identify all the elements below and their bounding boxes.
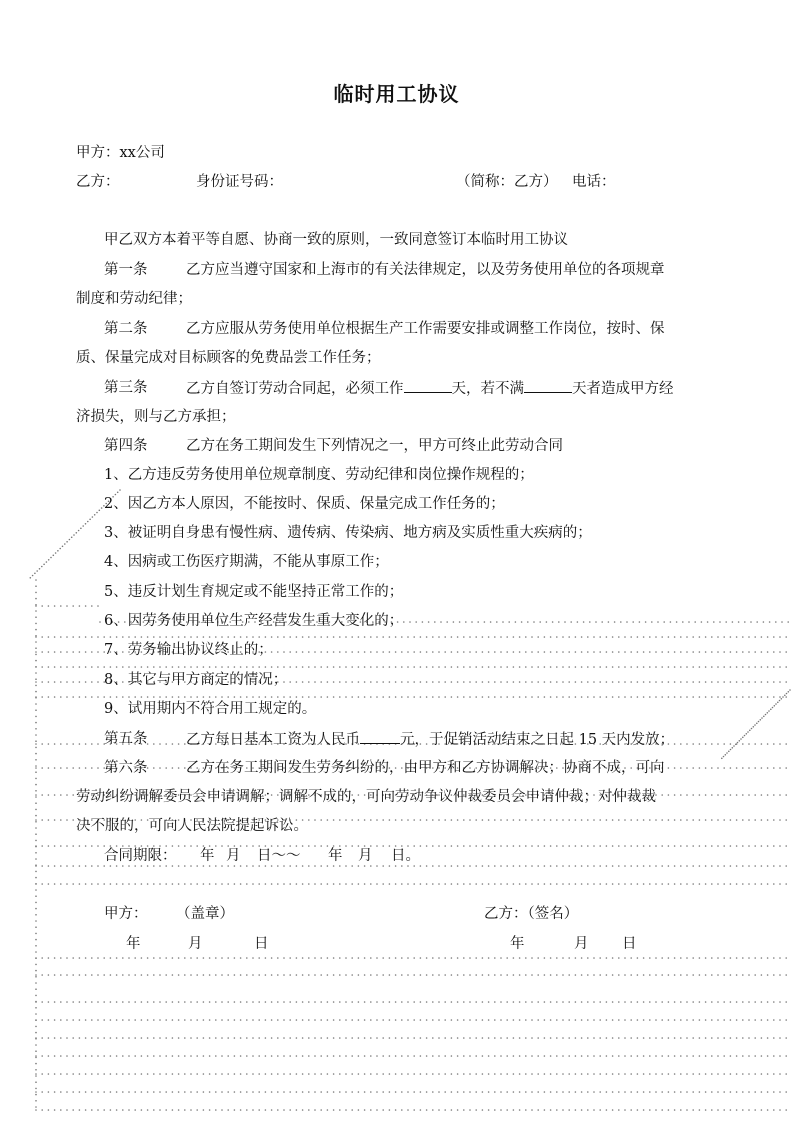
list-item: 3、被证明自身患有慢性病、遗传病、传染病、地方病及实质性重大疾病的； xyxy=(104,525,592,541)
sign-b-month: 月 xyxy=(574,936,589,952)
list-item: 4、因病或工伤医疗期满，不能从事原工作； xyxy=(104,554,389,570)
list-item: 6、因劳务使用单位生产经营发生重大变化的； xyxy=(104,613,404,629)
term-end-day: 日。 xyxy=(391,848,420,864)
sign-a-seal: （盖章） xyxy=(176,906,234,922)
article-1-line-2: 制度和劳动纪律； xyxy=(76,291,192,307)
contract-term-label: 合同期限： xyxy=(104,848,177,864)
article-5-text-c: ，于促销活动结束之日起 15 天内发放； xyxy=(414,732,675,748)
article-5-text-b: 元 xyxy=(400,732,415,748)
work-days-blank xyxy=(404,378,452,393)
sign-a-label: 甲方： xyxy=(104,906,148,922)
sign-b-day: 日 xyxy=(622,936,637,952)
article-3-line-1 xyxy=(186,378,674,399)
list-item: 2、因乙方本人原因，不能按时、保质、保量完成工作任务的； xyxy=(104,496,505,512)
sign-b-label: 乙方：（签名） xyxy=(484,906,579,922)
article-5-line xyxy=(186,729,674,750)
intro-paragraph: 甲乙双方本着平等自愿、协商一致的原则，一致同意签订本临时用工协议 xyxy=(104,232,568,248)
list-item: 7、劳务输出协议终止的； xyxy=(104,642,273,658)
term-start-day: 日～～ xyxy=(257,848,301,864)
article-2-line-2: 质、保量完成对目标顾客的免费品尝工作任务； xyxy=(76,350,381,366)
sign-a-month: 月 xyxy=(188,936,203,952)
article-3-line-2: 济损失，则与乙方承担； xyxy=(76,409,236,425)
sign-a-day: 日 xyxy=(254,936,269,952)
party-a-value: xx公司 xyxy=(119,145,165,161)
article-3-text-c: 天者造成甲方经 xyxy=(572,381,674,397)
article-5-number: 第五条 xyxy=(104,731,148,747)
daily-wage-blank xyxy=(360,729,400,744)
document-title: 临时用工协议 xyxy=(333,82,460,106)
article-4-number: 第四条 xyxy=(104,438,148,454)
list-item: 8、其它与甲方商定的情况； xyxy=(104,672,288,688)
article-2-number: 第二条 xyxy=(104,321,148,337)
article-6-line-1: 乙方在务工期间发生劳务纠纷的，由甲方和乙方协调解决；协商不成，可向 xyxy=(186,760,665,776)
article-5-text-a: 乙方每日基本工资为人民币 xyxy=(186,732,360,748)
term-start-year: 年 xyxy=(200,848,215,864)
article-2-line-1: 乙方应服从劳务使用单位根据生产工作需要安排或调整工作岗位，按时、保 xyxy=(186,321,665,337)
article-6-number: 第六条 xyxy=(104,760,148,776)
sign-b-year: 年 xyxy=(510,936,525,952)
article-4-line-1: 乙方在务工期间发生下列情况之一，甲方可终止此劳动合同 xyxy=(186,438,563,454)
id-number-label: 身份证号码： xyxy=(196,174,283,190)
phone-label: 电话： xyxy=(572,174,616,190)
article-3-number: 第三条 xyxy=(104,380,148,396)
abbreviation-label: （简称：乙方） xyxy=(456,174,558,190)
article-3-text-a: 乙方自签订劳动合同起，必须工作 xyxy=(186,381,404,397)
article-3-text-b: 天，若不满 xyxy=(451,381,524,397)
article-6-line-2: 劳动纠纷调解委员会申请调解；调解不成的，可向劳动争议仲裁委员会申请仲裁；对仲裁裁 xyxy=(76,789,656,805)
article-6-line-3: 决不服的，可向人民法院提起诉讼。 xyxy=(76,818,308,834)
party-a-label: 甲方： xyxy=(76,145,120,161)
term-start-month: 月 xyxy=(226,848,241,864)
term-end-year: 年 xyxy=(328,848,343,864)
min-days-blank xyxy=(524,378,572,393)
sign-a-year: 年 xyxy=(126,936,141,952)
article-1-line-1: 乙方应当遵守国家和上海市的有关法律规定，以及劳务使用单位的各项规章 xyxy=(186,262,665,278)
party-a-line xyxy=(76,143,165,163)
list-item: 5、违反计划生育规定或不能坚持正常工作的； xyxy=(104,584,404,600)
article-1-number: 第一条 xyxy=(104,262,148,278)
list-item: 9、试用期内不符合用工规定的。 xyxy=(104,701,317,717)
term-end-month: 月 xyxy=(358,848,373,864)
list-item: 1、乙方违反劳务使用单位规章制度、劳动纪律和岗位操作规程的； xyxy=(104,467,534,483)
party-b-label: 乙方： xyxy=(76,174,120,190)
